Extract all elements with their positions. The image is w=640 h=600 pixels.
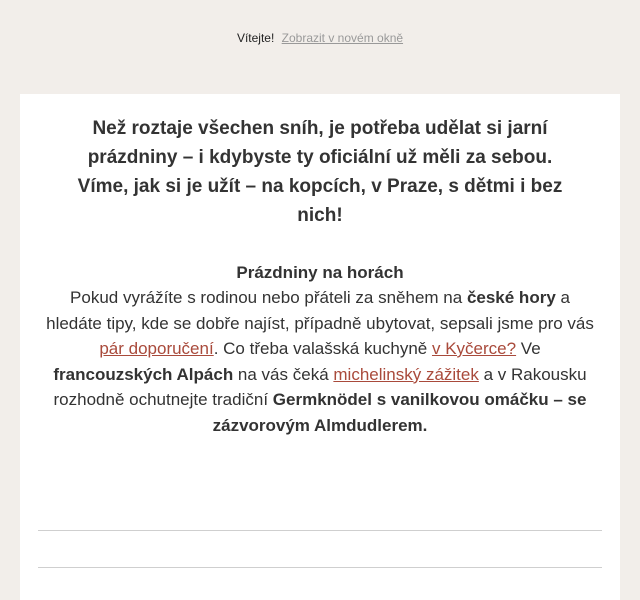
link-kycerka[interactable]: v Kyčerce? — [431, 339, 517, 358]
section-heading: Prázdniny na horách — [236, 263, 404, 282]
mountains-section — [44, 260, 596, 438]
text-2: a hledáte tipy, kde se dobře najíst, případně ubytovat, sepsali jsme pro vás — [46, 288, 594, 333]
text-6: a v Rakousku rozhodně ochutnejte tradiční — [53, 364, 587, 409]
bold-ceske-hory: české hory — [466, 288, 556, 307]
link-michelinsky-zazitek[interactable]: michelinský zážitek — [333, 364, 479, 384]
greeting-text: Vítejte! — [236, 31, 275, 45]
top-bar-inner — [0, 31, 640, 45]
text-3: . Co třeba valašská kuchyně — [213, 339, 432, 358]
bold-germknodel: Germknödel s vanilkovou omáčku – se zázvorovým Almdudlerem. — [212, 390, 587, 435]
text-5: na vás čeká — [233, 364, 334, 384]
link-par-doporuceni[interactable]: pár doporučení — [99, 339, 214, 358]
intro-paragraph: Než roztaje všechen sníh, je potřeba udělat si jarní prázdniny – i kdybyste ty oficiální už měli za sebou. Víme, jak si je užít – na kopcích, v Praze, s dětmi i bez nich! — [77, 118, 563, 226]
top-bar — [0, 0, 640, 94]
divider-line — [38, 567, 602, 568]
divider-line — [38, 530, 602, 531]
bold-francouzske-alpy: francouzských Alpách — [53, 364, 234, 384]
section-body — [44, 285, 596, 438]
text-4: Ve — [516, 339, 541, 358]
open-in-new-window-link[interactable]: Zobrazit v novém okně — [281, 31, 404, 45]
text-1: Pokud vyrážíte s rodinou nebo přáteli za sněhem na — [70, 288, 467, 307]
email-card — [20, 94, 620, 600]
